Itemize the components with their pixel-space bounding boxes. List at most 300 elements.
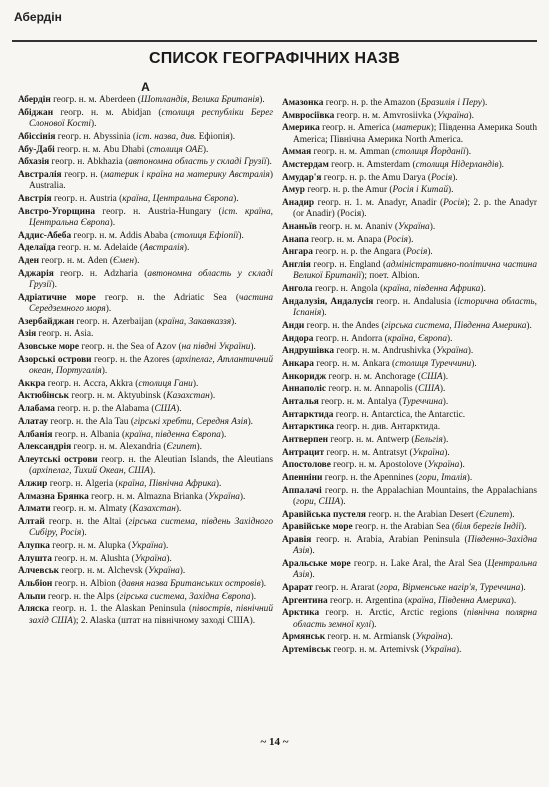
- entry-gloss: Бразилія і Перу: [420, 98, 482, 108]
- entry-gloss: Казахстан: [132, 504, 176, 515]
- entry-text: ).: [452, 172, 458, 183]
- entry-gloss: гірські хребти, Середня Азія: [133, 416, 248, 427]
- entry-gloss: країна, південна Європа: [125, 429, 221, 440]
- entry-headword: Адріатичне море: [18, 292, 96, 303]
- dictionary-entry: [282, 284, 537, 295]
- entry-text: геогр. н. the Ala Tau (: [48, 416, 134, 427]
- entry-gloss: Україна: [398, 222, 430, 233]
- dictionary-entry: [282, 123, 537, 146]
- entry-text: геогр. н. the Sea of Azov (: [79, 342, 182, 353]
- dictionary-entry: [18, 132, 273, 143]
- dictionary-entry: [282, 535, 537, 558]
- entry-text: ).: [231, 316, 237, 327]
- entry-text: геогр. н. м. Antalya (: [318, 396, 403, 407]
- dictionary-entry: [282, 384, 537, 395]
- entry-headword: Аргентина: [282, 595, 328, 606]
- entry-text: геогр. н. Albania (: [52, 429, 126, 440]
- entry-text: ).: [321, 308, 327, 319]
- entry-text: ).: [442, 435, 449, 445]
- entry-text: ).: [467, 346, 474, 357]
- entry-text: ).: [238, 230, 244, 241]
- dictionary-entry: [282, 98, 537, 109]
- entry-gloss: Шотландія, Велика Британія: [140, 95, 260, 106]
- entry-text: геогр. н. America (: [319, 123, 396, 134]
- entry-headword: Апенніни: [282, 473, 323, 484]
- dictionary-entry: [18, 391, 273, 402]
- entry-gloss: автономна область у складі Грузії: [128, 157, 267, 168]
- entry-text: ).: [81, 528, 87, 539]
- entry-headword: Алчевськ: [18, 566, 60, 577]
- entry-text: ).: [109, 218, 116, 228]
- entry-headword: Аккра: [18, 378, 46, 389]
- entry-text: ).: [247, 416, 254, 427]
- entry-text: геогр. н. м. Aden (: [39, 256, 113, 267]
- entry-headword: Аден: [18, 256, 40, 267]
- entry-gloss: Росія: [431, 172, 453, 183]
- entry-gloss: Росія і Китай: [392, 185, 449, 196]
- entry-text: геогр. н. р. the Alabama (: [54, 404, 155, 415]
- entry-headword: Анкара: [282, 358, 314, 369]
- entry-text: геогр. н. Andalusia (: [373, 296, 458, 307]
- entry-gloss: Центральна Азія: [293, 559, 537, 581]
- entry-gloss: країна, південна Африка: [383, 284, 481, 295]
- entry-headword: Абердін: [18, 95, 51, 106]
- entry-text: ).: [442, 371, 449, 382]
- entry-text: геогр. н. 1. the Alaskan Peninsula (: [49, 604, 193, 615]
- entry-gloss: на півдні України: [181, 342, 251, 353]
- entry-text: геогр. н. the Aleutian Islands, the Aleutians (: [29, 454, 273, 477]
- entry-text: геогр. н. the Adriatic Sea (: [95, 292, 239, 303]
- entry-headword: Артемівськ: [282, 645, 332, 656]
- entry-gloss: Єгипет: [479, 509, 510, 520]
- entry-gloss: Туреччина: [402, 396, 443, 407]
- entry-headword: Альпи: [18, 591, 46, 602]
- entry-headword: Абу-Дабі: [18, 144, 55, 155]
- entry-text: ).: [51, 280, 57, 291]
- entry-text: ).: [192, 378, 199, 389]
- dictionary-entry: [18, 504, 273, 515]
- entry-gloss: материк і країна на материку Австралія: [103, 170, 270, 181]
- entry-text: ).: [90, 119, 97, 130]
- entry-text: геогр. н. the Azores (: [91, 354, 176, 365]
- entry-text: ).: [233, 194, 239, 205]
- entry-text: геогр. н. (: [61, 170, 104, 181]
- entry-text: геогр. н. м. Alexandria (: [71, 442, 167, 453]
- entry-headword: Апостолове: [282, 460, 331, 471]
- entry-headword: Армянськ: [282, 632, 326, 643]
- entry-gloss: Україна: [436, 110, 469, 121]
- dictionary-entry: [282, 147, 537, 158]
- entry-text: геогр. н. the Arabian Sea (: [352, 522, 455, 533]
- entry-text: геогр. н. м. Amvrosiivka (: [334, 110, 437, 121]
- dictionary-entry: [18, 95, 273, 106]
- dictionary-entry: [18, 207, 273, 230]
- dictionary-entry: [282, 235, 537, 246]
- entry-gloss: Україна: [148, 566, 180, 577]
- dictionary-entry: [18, 404, 273, 415]
- entry-text: геогр. н. Abyssinia (: [55, 131, 137, 142]
- entry-text: ).: [260, 578, 267, 589]
- entry-gloss: країна, Південна Америка: [407, 595, 511, 606]
- dictionary-entry: [282, 372, 537, 383]
- entry-text: ).: [196, 442, 202, 453]
- entry-gloss: столиця Туреччини: [395, 358, 472, 369]
- entry-text: ).: [266, 157, 272, 168]
- dictionary-entry: [18, 379, 273, 390]
- entry-text: ); поет. Albion.: [361, 271, 420, 282]
- entry-text: ).: [480, 284, 486, 295]
- entry-headword: Аральське море: [282, 559, 351, 570]
- entry-text: геогр. н. the Apennines (: [322, 473, 419, 484]
- entry-text: ).: [162, 540, 169, 551]
- entry-headword: Амвросіївка: [282, 110, 335, 121]
- entry-text: ).: [510, 595, 517, 606]
- entry-headword: Алушта: [18, 553, 52, 564]
- entry-text: геогр. н. м. Annapolis (: [325, 384, 419, 395]
- entry-headword: Азербайджан: [18, 316, 75, 327]
- entry-gloss: столиця ОАЕ: [149, 144, 203, 155]
- dictionary-entry: [18, 479, 273, 490]
- entry-headword: Аппалачі: [282, 485, 322, 496]
- entry-text: ).: [526, 320, 532, 331]
- header-rule: [12, 40, 537, 42]
- dictionary-entry: [18, 455, 273, 478]
- entry-text: геогр. н. England (: [310, 260, 387, 271]
- entry-headword: Актюбінськ: [18, 391, 69, 402]
- entry-headword: Алабама: [18, 404, 55, 415]
- entry-headword: Андалузія, Андалусія: [282, 296, 374, 307]
- entry-text: геогр. н. м. Anchorage (: [326, 371, 421, 382]
- entry-headword: Арарат: [282, 583, 313, 594]
- entry-text: геогр. н. р. the Amur (: [304, 185, 393, 196]
- entry-text: геогр. н. Arabia, Arabian Peninsula (: [311, 535, 468, 546]
- entry-gloss: США: [418, 384, 440, 395]
- entry-gloss: гора, Вірменське нагір'я, Туреччина: [379, 583, 521, 594]
- entry-headword: Андрушівка: [282, 346, 335, 357]
- entry-text: ).: [309, 570, 315, 581]
- dictionary-entry: [282, 460, 537, 471]
- entry-text: геогр. н. Ararat (: [312, 583, 380, 594]
- entry-gloss: Україна: [427, 460, 460, 471]
- entry-text: геогр. н. Andorra (: [313, 333, 388, 344]
- entry-headword: Абхазія: [18, 157, 50, 168]
- entry-text: геогр. н. м. Addis Ababa (: [71, 230, 174, 241]
- dictionary-entry: [18, 417, 273, 428]
- entry-text: геогр. н. м. Abidjan (: [53, 107, 162, 118]
- entry-text: геогр. н. м. Almaty (: [50, 504, 133, 515]
- entry-text: геогр. н. the Andes (: [304, 320, 385, 331]
- entry-headword: Аннаполіс: [282, 384, 326, 395]
- entry-text: ).: [175, 504, 182, 515]
- entry-gloss: столиця Гани: [138, 378, 193, 389]
- entry-text: ).: [459, 460, 465, 471]
- dictionary-entry: [18, 517, 273, 540]
- entry-gloss: Південно-Західна Азія: [293, 535, 537, 557]
- entry-text: геогр. н. Antarctica, the Antarctic.: [333, 409, 466, 420]
- entry-text: геогр. н. Argentina (: [327, 595, 408, 606]
- entry-text: геогр. н. м. Andrushivka (: [334, 346, 437, 357]
- dictionary-entry: [282, 222, 537, 233]
- entry-text: Ефіопія).: [196, 131, 236, 142]
- entry-headword: Амудар'я: [282, 172, 322, 183]
- entry-headword: Англія: [282, 260, 311, 271]
- dictionary-entry: [18, 430, 273, 441]
- entry-text: геогр. н. Angola (: [312, 284, 384, 295]
- entry-gloss: США: [154, 404, 177, 415]
- entry-text: ).: [427, 247, 433, 258]
- entry-text: геогр. н. Austria-Hungary (: [95, 206, 222, 217]
- entry-text: геогр. н. Arctic, Arctic regions (: [319, 608, 467, 619]
- dictionary-entry: [18, 194, 273, 205]
- dictionary-entry: [282, 448, 537, 459]
- entry-text: геогр. н. м. Amman (: [311, 147, 395, 158]
- dictionary-entry: [18, 554, 273, 565]
- dictionary-entry: [18, 342, 273, 353]
- entry-gloss: Україна: [134, 553, 167, 564]
- dictionary-entry: [18, 256, 273, 267]
- dictionary-entry: [282, 247, 537, 258]
- dictionary-entry: [282, 608, 537, 631]
- entry-text: ).: [442, 396, 449, 407]
- entry-gloss: Росія: [386, 234, 409, 245]
- entry-text: ).: [220, 429, 227, 440]
- dictionary-entry: [282, 422, 537, 433]
- entry-text: геогр. н. Adzharia (: [53, 268, 148, 279]
- entry-text: ).: [209, 391, 216, 402]
- entry-text: ).: [250, 342, 256, 353]
- page-title: СПИСОК ГЕОГРАФІЧНИХ НАЗВ: [148, 50, 401, 67]
- entry-text: геогр. н. м. Alupka (: [49, 540, 132, 551]
- entry-gloss: автономна область у складі Грузії: [29, 268, 274, 291]
- entry-headword: Анапа: [282, 234, 309, 245]
- entry-text: ).: [309, 546, 315, 557]
- entry-gloss: Ємен: [113, 256, 134, 267]
- dictionary-entry: [282, 321, 537, 332]
- dictionary-entry: [282, 173, 537, 184]
- entry-gloss: гірська система, південь Західного Сибіру, Росія: [29, 516, 273, 539]
- entry-gloss: Австралія: [143, 243, 184, 254]
- entry-gloss: Казахстан: [166, 391, 210, 402]
- entry-text: ).: [149, 466, 156, 477]
- entry-headword: Ангола: [282, 284, 313, 295]
- entry-text: геогр. н. м. Abu Dhabi (: [54, 144, 150, 155]
- entry-text: ).: [179, 566, 186, 577]
- entry-text: ).: [259, 95, 265, 106]
- entry-text: геогр. н. Lake Aral, the Aral Sea (: [350, 559, 488, 570]
- entry-text: геогр. н. р. the Angara (: [312, 247, 407, 258]
- entry-text: геогр. н. м. Antratsyt (: [324, 447, 413, 458]
- entry-gloss: Україна: [436, 346, 468, 357]
- dictionary-entry: [18, 592, 273, 603]
- entry-gloss: давня назва Британських островів: [121, 578, 261, 589]
- entry-text: геогр. н. Asia.: [36, 329, 94, 340]
- entry-headword: Аделаїда: [18, 243, 56, 254]
- entry-gloss: США: [420, 371, 443, 382]
- entry-text: ).: [498, 160, 505, 171]
- entry-text: ).: [176, 404, 182, 415]
- entry-headword: Анкоридж: [282, 371, 327, 382]
- entry-text: геогр. н. див.: [333, 422, 391, 433]
- entry-text: геогр. н. 1. м. Anadyr, Anadir (: [314, 198, 444, 209]
- entry-text: ).: [371, 619, 377, 630]
- entry-headword: Аддис-Абеба: [18, 230, 72, 241]
- entry-headword: Аравія: [282, 535, 312, 546]
- entry-gloss: країна, Закавказзя: [158, 316, 232, 327]
- entry-gloss: Україна: [208, 491, 240, 502]
- entry-gloss: гірська система, Південна Америка: [384, 320, 527, 331]
- entry-gloss: іст. країна, Центральна Європа: [29, 206, 273, 228]
- entry-text: ).: [509, 509, 515, 520]
- entry-gloss: країна, Північна Африка: [118, 478, 216, 489]
- entry-text: ).: [166, 553, 172, 564]
- entry-text: геогр. н. м. Adelaide (: [55, 243, 144, 254]
- entry-headword: Алмати: [18, 504, 51, 515]
- entry-text: ).: [481, 98, 488, 108]
- entry-gloss: архіпелаг, Атлантичний океан, Португалія: [29, 354, 274, 377]
- dictionary-entry: [18, 541, 273, 552]
- entry-gloss: частина Середземного моря: [29, 292, 273, 315]
- entry-headword: Аравійська пустеля: [282, 509, 366, 520]
- entry-headword: Алмазна Брянка: [18, 491, 89, 502]
- entry-headword: Алеутські острови: [18, 454, 98, 465]
- dictionary-entry: [282, 346, 537, 357]
- entry-text: ).: [456, 645, 462, 656]
- entry-text: геогр. н. Azerbaijan (: [74, 316, 159, 327]
- dictionary-entry: [282, 583, 537, 594]
- entry-text: геогр. н. Algeria (: [47, 478, 119, 489]
- right-column: [282, 98, 537, 658]
- dictionary-entry: [282, 185, 537, 196]
- entry-headword: Австралія: [18, 170, 62, 181]
- entry-text: ) Australia.: [29, 170, 273, 192]
- entry-headword: Азовське море: [18, 342, 80, 353]
- entry-text: ).: [466, 473, 473, 484]
- entry-text: ).: [202, 144, 209, 155]
- dictionary-entry: [282, 632, 537, 643]
- entry-gloss: півострів, північний захід США: [29, 604, 274, 626]
- entry-headword: Аджарія: [18, 268, 54, 279]
- entry-gloss: адміністративно-політична частина Великої Британії: [293, 260, 537, 282]
- entry-text: геогр. н. р. the Amu Darya (: [321, 172, 432, 183]
- dictionary-entry: [282, 559, 537, 582]
- entry-gloss: столиця Ефіопії: [173, 230, 239, 241]
- entry-text: геогр. н. м. Aberdeen (: [50, 95, 141, 106]
- dictionary-entry: [282, 111, 537, 122]
- page-number: ~ 14 ~: [260, 736, 289, 748]
- entry-text: ).: [447, 632, 453, 643]
- entry-gloss: Україна: [412, 447, 445, 458]
- entry-text: ).: [448, 185, 454, 196]
- entry-text: геогр. н. р. the Amazon (: [323, 98, 421, 108]
- dictionary-entry: [282, 334, 537, 345]
- dictionary-entry: [282, 486, 537, 509]
- entry-gloss: іст. назва, див.: [136, 131, 197, 142]
- entry-text: ).: [408, 234, 414, 245]
- entry-headword: Ананьїв: [282, 222, 317, 233]
- entry-text: геогр. н. the Appalachian Mountains, the Appalachians (: [293, 485, 537, 508]
- dictionary-entry: [282, 645, 537, 656]
- entry-headword: Антарктида: [282, 409, 334, 420]
- entry-headword: Антрацит: [282, 447, 325, 458]
- entry-text: геогр. н. Albion (: [52, 578, 122, 589]
- entry-gloss: Росія: [443, 198, 465, 209]
- entry-list-right: [282, 98, 537, 656]
- entry-gloss: Україна: [415, 632, 448, 643]
- entry-headword: Австрія: [18, 194, 52, 205]
- entry-text: геогр. н. Abkhazia (: [49, 157, 129, 168]
- entry-text: ).: [105, 304, 112, 315]
- dictionary-entry: [18, 269, 273, 292]
- entry-headword: Азорські острови: [18, 354, 92, 365]
- entry-headword: Абіджан: [18, 107, 54, 118]
- dictionary-entry: [18, 492, 273, 503]
- entry-headword: Ангара: [282, 247, 313, 258]
- entry-text: геогр. н. Accra, Akkra (: [45, 378, 139, 389]
- entry-headword: Албанія: [18, 429, 53, 440]
- entry-gloss: країна, Європа: [387, 333, 447, 344]
- running-head: Абердін: [14, 10, 62, 24]
- entry-headword: Аммая: [282, 147, 312, 158]
- dictionary-entry: [282, 198, 537, 221]
- dictionary-entry: [282, 297, 537, 320]
- entry-headword: Аравійське море: [282, 522, 353, 533]
- entry-text: ).: [340, 497, 346, 508]
- entry-headword: Азія: [18, 329, 37, 340]
- entry-headword: Амстердам: [282, 160, 329, 171]
- entry-gloss: гори, Італія: [418, 473, 467, 484]
- entry-text: геогр. н. м. Ankara (: [313, 358, 396, 369]
- entry-text: ); 2. Alaska (штат на північному заході США).: [72, 615, 256, 626]
- entry-text: ).: [520, 522, 527, 533]
- entry-headword: Амур: [282, 185, 305, 196]
- entry-text: ).: [101, 366, 108, 377]
- dictionary-entry: [282, 435, 537, 446]
- entry-text: геогр. н. м. Artemivsk (: [331, 645, 425, 656]
- entry-headword: Антверпен: [282, 435, 329, 445]
- entry-headword: Алжир: [18, 478, 48, 489]
- entry-text: ).: [239, 491, 246, 502]
- dictionary-entry: [282, 596, 537, 607]
- entry-text: ).: [215, 478, 222, 489]
- entry-headword: Австро-Угорщина: [18, 206, 96, 217]
- entry-headword: Анталья: [282, 396, 319, 407]
- dictionary-entry: [18, 442, 273, 453]
- entry-headword: Абіссінія: [18, 131, 56, 142]
- entry-text: геогр. н. м. Ananiv (: [316, 222, 399, 233]
- entry-headword: Америка: [282, 123, 320, 134]
- entry-text: геогр. н. the Arabian Desert (: [365, 509, 480, 520]
- entry-gloss: Єгипет: [166, 442, 197, 453]
- dictionary-entry: [18, 243, 273, 254]
- dictionary-entry: [282, 410, 537, 421]
- entry-gloss: материк: [395, 123, 431, 134]
- entry-headword: Андора: [282, 333, 314, 344]
- entry-headword: Анадир: [282, 198, 315, 209]
- entry-gloss: Росія: [406, 247, 428, 258]
- dictionary-entry: [18, 604, 273, 627]
- entry-headword: Александрія: [18, 442, 72, 453]
- entry-gloss: столиця республіки Берег Слонової Кості: [29, 107, 273, 130]
- dictionary-entry: [18, 317, 273, 328]
- dictionary-entry: [282, 522, 537, 533]
- dictionary-entry: [18, 108, 273, 131]
- entry-gloss: столиця Нідерландів: [415, 160, 499, 171]
- entry-headword: Антарктика: [282, 422, 334, 433]
- entry-text: ).: [439, 384, 446, 395]
- entry-headword: Анди: [282, 320, 305, 331]
- dictionary-entry: [18, 566, 273, 577]
- entry-gloss: Україна: [131, 540, 163, 551]
